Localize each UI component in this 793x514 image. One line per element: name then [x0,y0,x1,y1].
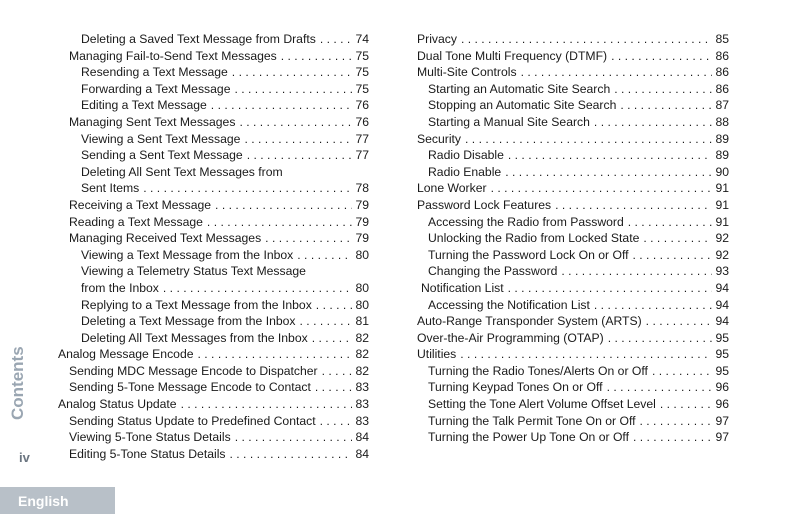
toc-entry[interactable] [417,164,729,181]
toc-entry-page: 89 [715,131,729,146]
language-tab [0,487,115,514]
toc-entry[interactable] [417,346,729,363]
dot-leader [508,280,713,297]
toc-entry-title: Editing a Text Message [81,98,207,113]
toc-entry[interactable] [417,429,729,446]
toc-entry-title: Over-the-Air Programming (OTAP) [417,330,604,345]
toc-entry-page: 95 [715,347,729,362]
toc-entry[interactable] [417,180,729,197]
toc-entry-page: 95 [715,363,729,378]
dot-leader [460,346,712,363]
toc-entry[interactable] [58,446,369,463]
toc-entry-title: Lone Worker [417,181,487,196]
toc-entry[interactable] [417,413,729,430]
toc-entry-title: Forwarding a Text Message [81,81,231,96]
dot-leader [320,31,353,48]
toc-entry-title: Starting an Automatic Site Search [428,81,611,96]
toc-entry-title: Viewing a Text Message from the Inbox [81,247,294,262]
dot-leader [211,97,353,114]
dot-leader [234,81,352,98]
dot-leader [244,131,352,148]
dot-leader [143,180,352,197]
dot-leader [465,131,712,148]
dot-leader [594,114,713,131]
toc-entry-page: 86 [715,48,729,63]
toc-entry[interactable] [417,280,729,297]
toc-entry[interactable] [417,379,729,396]
toc-entry-title: Managing Sent Text Messages [69,114,236,129]
toc-entry-page: 82 [355,363,369,378]
toc-entry[interactable] [417,363,729,380]
toc-entry[interactable] [58,413,369,430]
toc-entry[interactable] [417,230,729,247]
dot-leader [611,48,712,65]
toc-entry-title: Deleting a Text Message from the Inbox [81,314,296,329]
dot-leader [594,297,713,314]
dot-leader [281,48,353,65]
toc-entry-page: 88 [715,114,729,129]
dot-leader [232,64,353,81]
dot-leader [555,197,712,214]
toc-entry-page: 81 [355,314,369,329]
toc-entry-page: 91 [715,197,729,212]
dot-leader [652,363,712,380]
toc-entry-page: 95 [715,330,729,345]
dot-leader [235,429,353,446]
toc-right-column [417,31,729,446]
dot-leader [561,263,712,280]
toc-entry-page: 90 [715,164,729,179]
toc-entry[interactable] [58,180,369,197]
toc-entry[interactable] [417,97,729,114]
toc-entry[interactable] [417,247,729,264]
toc-entry[interactable] [58,346,369,363]
toc-entry-page: 94 [715,297,729,312]
toc-entry[interactable] [417,330,729,347]
toc-entry-title: Turning the Password Lock On or Off [428,247,629,262]
toc-entry[interactable] [58,280,369,297]
toc-entry-title: Dual Tone Multi Frequency (DTMF) [417,48,608,63]
toc-entry[interactable] [417,263,729,280]
dot-leader [300,313,353,330]
toc-entry[interactable] [58,429,369,446]
toc-entry-page: 97 [715,413,729,428]
toc-entry-title-line: Deleting All Sent Text Messages from [81,164,283,179]
toc-entry-title: Starting a Manual Site Search [428,114,590,129]
toc-entry-page: 80 [355,297,369,312]
toc-entry-page: 75 [355,81,369,96]
toc-entry-title: Security [417,131,462,146]
toc-entry[interactable] [58,379,369,396]
toc-entry-title: Managing Fail-to-Send Text Messages [69,48,277,63]
dot-leader [239,114,352,131]
dot-leader [633,429,712,446]
toc-entry-title: Stopping an Automatic Site Search [428,98,617,113]
toc-entry-page: 91 [715,214,729,229]
dot-leader [521,64,713,81]
toc-entry-title: Receiving a Text Message [69,197,212,212]
toc-entry-page: 92 [715,247,729,262]
toc-entry[interactable] [58,147,369,164]
dot-leader [315,379,353,396]
dot-leader [312,330,353,347]
dot-leader [508,147,713,164]
toc-entry[interactable] [58,31,369,48]
toc-entry-title: Setting the Tone Alert Volume Offset Level [428,397,656,412]
toc-entry-page: 94 [715,314,729,329]
toc-entry-title: Managing Received Text Messages [69,231,262,246]
toc-entry-page: 91 [715,181,729,196]
toc-entry[interactable] [417,114,729,131]
dot-leader [320,413,353,430]
dot-leader [628,214,713,231]
dot-leader [322,363,353,380]
toc-entry-title: Radio Disable [428,148,504,163]
dot-leader [607,379,713,396]
toc-entry[interactable] [58,396,369,413]
toc-entry[interactable] [417,197,729,214]
dot-leader [505,164,712,181]
toc-entry-title: Sending MDC Message Encode to Dispatcher [69,363,318,378]
toc-entry-page: 87 [715,98,729,113]
toc-entry-page: 84 [355,446,369,461]
toc-entry[interactable] [58,131,369,148]
toc-entry-title: Utilities [417,347,457,362]
toc-entry-title: Replying to a Text Message from the Inbox [81,297,312,312]
toc-entry-title: Accessing the Radio from Password [428,214,624,229]
toc-entry-page: 79 [355,197,369,212]
toc-entry-title: Accessing the Notification List [428,297,590,312]
dot-leader [163,280,353,297]
toc-left-column [58,31,369,462]
toc-entry-title: Deleting All Text Messages from the Inbox [81,330,308,345]
toc-entry-title: Sent Items [81,181,140,196]
dot-leader [633,247,713,264]
dot-leader [614,81,712,98]
toc-entry-page: 94 [715,280,729,295]
toc-entry-page: 84 [355,430,369,445]
toc-entry-title: Editing 5-Tone Status Details [69,446,226,461]
toc-entry-page: 74 [355,32,369,46]
toc-entry-title: Viewing a Sent Text Message [81,131,241,146]
toc-entry-title: Turning the Talk Permit Tone On or Off [428,413,636,428]
toc-entry[interactable] [58,230,369,247]
toc-entry-page: 83 [355,413,369,428]
toc-entry-page: 82 [355,347,369,362]
toc-entry[interactable] [417,147,729,164]
toc-entry-title: Turning the Radio Tones/Alerts On or Off [428,363,648,378]
toc-entry[interactable] [417,64,729,81]
dot-leader [207,214,353,231]
toc-entry-title: Sending Status Update to Predefined Contact [69,413,316,428]
toc-entry-page: 97 [715,430,729,445]
toc-entry[interactable] [417,131,729,148]
dot-leader [491,180,713,197]
toc-entry[interactable] [58,363,369,380]
toc-entry-page: 96 [715,397,729,412]
toc-entry-page: 80 [355,280,369,295]
dot-leader [297,247,352,264]
toc-entry-title: Turning the Power Up Tone On or Off [428,430,629,445]
toc-entry[interactable] [58,97,369,114]
toc-entry-title: Unlocking the Radio from Locked State [428,231,640,246]
toc-entry-page: 89 [715,148,729,163]
toc-entry-title: Radio Enable [428,164,502,179]
toc-entry-title: Reading a Text Message [69,214,203,229]
toc-entry[interactable] [417,81,729,98]
language-tab-label: English [18,492,69,509]
toc-entry[interactable] [58,48,369,65]
toc-entry-title: Sending 5-Tone Message Encode to Contact [69,380,311,395]
toc-entry-title: from the Inbox [81,280,159,295]
toc-entry-page: 77 [355,131,369,146]
toc-entry-title: Analog Message Encode [58,347,194,362]
toc-entry-page: 78 [355,181,369,196]
toc-entry-title: Turning Keypad Tones On or Off [428,380,603,395]
toc-entry-page: 83 [355,380,369,395]
toc-entry-page: 76 [355,114,369,129]
toc-entry-title: Multi-Site Controls [417,65,517,80]
dot-leader [640,413,713,430]
toc-entry[interactable] [58,197,369,214]
dot-leader [461,31,712,48]
toc-entry[interactable] [58,313,369,330]
toc-entry[interactable] [417,297,729,314]
toc-entry-page: 79 [355,231,369,246]
dot-leader [265,230,352,247]
toc-entry[interactable] [58,81,369,98]
toc-entry-title: Analog Status Update [58,397,177,412]
toc-entry-page: 85 [715,32,729,46]
dot-leader [660,396,713,413]
page-number: iv [19,450,30,465]
toc-entry-title-line: Viewing a Telemetry Status Text Message [81,264,306,279]
dot-leader [230,446,353,463]
toc-entry[interactable] [417,396,729,413]
toc-entry-page: 77 [355,148,369,163]
toc-entry[interactable] [58,297,369,314]
toc-entry-page: 86 [715,65,729,80]
toc-entry-page: 80 [355,247,369,262]
toc-entry-page: 75 [355,48,369,63]
toc-entry-page: 96 [715,380,729,395]
toc-entry-title: Notification List [421,280,504,295]
toc-entry[interactable] [417,214,729,231]
dot-leader [247,147,353,164]
toc-entry[interactable] [58,330,369,347]
toc-entry[interactable] [58,247,369,264]
toc-entry-page: 82 [355,330,369,345]
toc-entry-title: Auto-Range Transponder System (ARTS) [417,314,642,329]
dot-leader [215,197,352,214]
toc-entry-page: 79 [355,214,369,229]
toc-entry-page: 92 [715,231,729,246]
dot-leader [608,330,713,347]
toc-entry[interactable] [417,48,729,65]
toc-entry-page: 86 [715,81,729,96]
toc-entry[interactable] [417,31,729,48]
toc-entry[interactable] [58,64,369,81]
toc-entry-title: Viewing 5-Tone Status Details [69,430,231,445]
toc-entry-title: Resending a Text Message [81,65,228,80]
toc-entry-page: 83 [355,397,369,412]
toc-entry[interactable] [58,114,369,131]
dot-leader [620,97,712,114]
toc-entry-title: Sending a Sent Text Message [81,148,243,163]
toc-entry-page: 93 [715,264,729,279]
dot-leader [646,313,713,330]
side-section-label: Contents [8,346,27,420]
toc-entry[interactable] [417,313,729,330]
toc-entry-title: Deleting a Saved Text Message from Drafts [81,32,316,46]
toc-entry-title: Changing the Password [428,264,558,279]
toc-entry-page: 75 [355,65,369,80]
dot-leader [181,396,353,413]
toc-entry-page: 76 [355,98,369,113]
toc-entry[interactable] [58,214,369,231]
dot-leader [643,230,712,247]
dot-leader [198,346,353,363]
dot-leader [316,297,353,314]
toc-entry-title: Password Lock Features [417,197,552,212]
toc-entry-title: Privacy [417,32,457,46]
